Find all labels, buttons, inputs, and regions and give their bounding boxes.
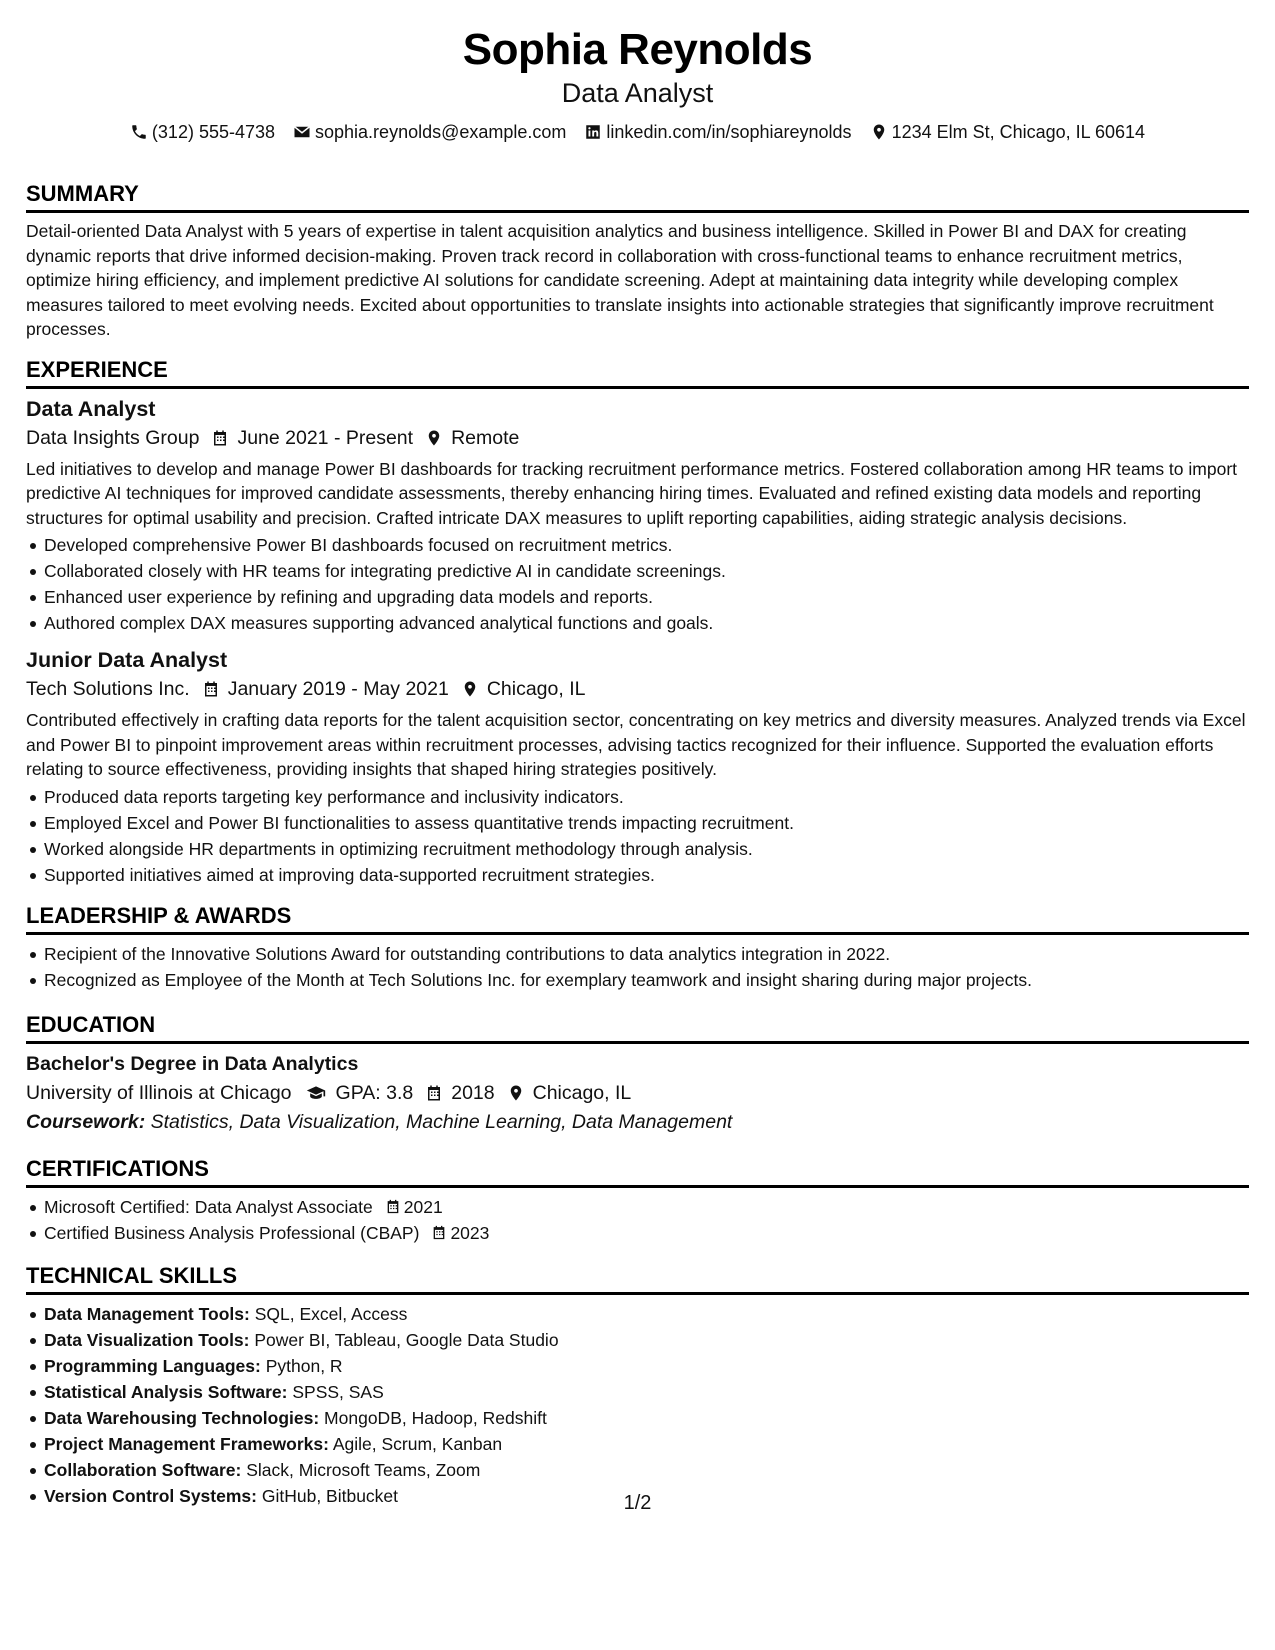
job-meta	[26, 674, 1249, 704]
list-item: Developed comprehensive Power BI dashboards focused on recruitment metrics.	[44, 532, 1249, 558]
list-item	[44, 1327, 1249, 1353]
list-item: Employed Excel and Power BI functionalities to assess quantitative trends impacting recruitment.	[44, 810, 1249, 836]
list-item	[44, 1220, 1249, 1246]
summary-section	[26, 180, 1249, 342]
job-entry	[26, 646, 1249, 888]
job-company: Data Insights Group	[26, 426, 200, 449]
summary-heading: SUMMARY	[26, 180, 1249, 213]
job-description: Led initiatives to develop and manage Power BI dashboards for tracking recruitment performance metrics. Fostered collaboration among HR teams to import predictive AI techniques for improved candidate assessments, thereby enhancing hiring times. Evaluated and refined existing data models and reporting structures for optimal usability and precision. Crafted intricate DAX measures to uplift reporting capabilities, aiding strategic analysis decisions.	[26, 458, 1238, 528]
candidate-title: Data Analyst	[561, 78, 714, 108]
summary-text: Detail-oriented Data Analyst with 5 years of expertise in talent acquisition analytics and business intelligence. Skilled in Power BI and DAX for creating dynamic reports that drive informed decision-making. Proven track record in collaboration with cross-functional teams to enhance recruitment metrics, optimize hiring efficiency, and implement predictive AI solutions for candidate screening. Adept at maintaining data integrity while developing complex measures tailored to meet evolving needs. Excited about opportunities to translate insights into actionable strategies that significantly improve recruitment processes.	[26, 221, 1214, 339]
coursework-label: Coursework:	[26, 1110, 146, 1133]
skill-value: MongoDB, Hadoop, Redshift	[324, 1407, 547, 1428]
graduation-year: 2018	[451, 1081, 495, 1104]
leadership-section	[26, 902, 1249, 993]
resume-header	[26, 0, 1249, 144]
job-dates: June 2021 - Present	[237, 426, 414, 449]
list-item: Supported initiatives aimed at improving data-supported recruitment strategies.	[44, 862, 1249, 888]
list-item: Collaborated closely with HR teams for integrating predictive AI in candidate screenings.	[44, 558, 1249, 584]
skill-label: Data Visualization Tools:	[44, 1329, 250, 1350]
skill-value: GitHub, Bitbucket	[261, 1485, 399, 1506]
leadership-heading: LEADERSHIP & AWARDS	[26, 902, 1249, 935]
list-item: Authored complex DAX measures supporting advanced analytical functions and goals.	[44, 610, 1249, 636]
coursework-list: Statistics, Data Visualization, Machine Learning, Data Management	[150, 1110, 733, 1133]
job-bullets	[26, 532, 1249, 636]
map-pin-icon	[425, 428, 443, 448]
calendar-icon	[431, 1224, 447, 1241]
list-item: Recognized as Employee of the Month at Tech Solutions Inc. for exemplary teamwork and insight sharing during major projects.	[44, 967, 1249, 993]
cert-year: 2021	[403, 1196, 443, 1217]
linkedin-icon	[584, 123, 602, 141]
list-item: Enhanced user experience by refining and upgrading data models and reports.	[44, 584, 1249, 610]
graduation-cap-icon	[304, 1083, 328, 1103]
skill-value: Power BI, Tableau, Google Data Studio	[254, 1329, 559, 1350]
phone-icon	[130, 123, 148, 141]
skill-label: Collaboration Software:	[44, 1459, 242, 1480]
skill-value: SPSS, SAS	[292, 1381, 384, 1402]
phone-text: (312) 555-4738	[151, 122, 276, 142]
envelope-icon	[293, 123, 311, 141]
list-item: Worked alongside HR departments in optimizing recruitment methodology through analysis.	[44, 836, 1249, 862]
contact-address	[870, 120, 1146, 144]
job-title: Data Analyst	[26, 396, 156, 421]
experience-heading: EXPERIENCE	[26, 356, 1249, 389]
contact-email[interactable]	[293, 120, 566, 144]
job-location: Chicago, IL	[486, 678, 586, 700]
address-text: 1234 Elm St, Chicago, IL 60614	[891, 122, 1146, 142]
list-item	[44, 1379, 1249, 1405]
job-dates: January 2019 - May 2021	[227, 678, 449, 700]
calendar-icon	[385, 1198, 401, 1215]
cert-year: 2023	[450, 1222, 490, 1243]
map-pin-icon	[461, 679, 479, 699]
school-name: University of Illinois at Chicago	[26, 1081, 292, 1104]
contact-linkedin[interactable]	[584, 120, 851, 144]
job-meta	[26, 423, 1249, 453]
experience-section	[26, 356, 1249, 888]
skill-label: Data Management Tools:	[44, 1303, 250, 1324]
certifications-section	[26, 1155, 1249, 1246]
gpa-text: GPA: 3.8	[335, 1081, 414, 1104]
list-item	[44, 1194, 1249, 1220]
skill-value: Slack, Microsoft Teams, Zoom	[246, 1459, 481, 1480]
skill-label: Statistical Analysis Software:	[44, 1381, 288, 1402]
list-item	[44, 1353, 1249, 1379]
list-item: Produced data reports targeting key performance and inclusivity indicators.	[44, 784, 1249, 810]
job-title: Junior Data Analyst	[26, 648, 228, 672]
skill-label: Programming Languages:	[44, 1355, 261, 1376]
cert-name: Microsoft Certified: Data Analyst Associate	[44, 1196, 373, 1217]
skill-label: Project Management Frameworks:	[44, 1433, 329, 1454]
skill-value: Agile, Scrum, Kanban	[332, 1433, 503, 1454]
job-entry	[26, 395, 1249, 637]
certifications-heading: CERTIFICATIONS	[26, 1155, 1249, 1188]
job-description: Contributed effectively in crafting data reports for the talent acquisition sector, concentrating on key metrics and diversity measures. Analyzed trends via Excel and Power BI to pinpoint improvement areas within recruitment processes, advising tactics recognized for their influence. Supported the evaluation efforts relating to source effectiveness, providing insights that shaped hiring strategies positively.	[26, 710, 1246, 779]
list-item: Recipient of the Innovative Solutions Award for outstanding contributions to data analytics integration in 2022.	[44, 941, 1249, 967]
calendar-icon	[425, 1083, 443, 1103]
map-pin-icon	[507, 1083, 525, 1103]
skill-label: Data Warehousing Technologies:	[44, 1407, 320, 1428]
list-item	[44, 1301, 1249, 1327]
education-section	[26, 1011, 1249, 1137]
map-pin-icon	[870, 123, 888, 141]
degree-title: Bachelor's Degree in Data Analytics	[26, 1052, 359, 1075]
list-item	[44, 1431, 1249, 1457]
job-location: Remote	[451, 426, 520, 449]
list-item	[44, 1457, 1249, 1483]
leadership-list	[26, 941, 1249, 993]
coursework	[26, 1108, 1249, 1137]
job-company: Tech Solutions Inc.	[26, 678, 190, 700]
calendar-icon	[202, 679, 220, 699]
page-number: 1/2	[623, 1492, 652, 1514]
job-bullets	[26, 784, 1249, 888]
calendar-icon	[211, 428, 229, 448]
skill-value: Python, R	[265, 1355, 343, 1376]
skills-heading: TECHNICAL SKILLS	[26, 1262, 1249, 1295]
list-item	[44, 1405, 1249, 1431]
skills-section	[26, 1262, 1249, 1509]
school-location: Chicago, IL	[532, 1081, 632, 1104]
skill-value: SQL, Excel, Access	[254, 1303, 408, 1324]
candidate-name: Sophia Reynolds	[462, 25, 813, 74]
certifications-list	[26, 1194, 1249, 1246]
email-text: sophia.reynolds@example.com	[315, 122, 567, 142]
skill-label: Version Control Systems:	[44, 1485, 257, 1506]
education-meta	[26, 1078, 1249, 1108]
linkedin-text: linkedin.com/in/sophiareynolds	[606, 122, 852, 142]
education-heading: EDUCATION	[26, 1011, 1249, 1044]
contact-phone[interactable]	[130, 120, 275, 144]
skills-list	[26, 1301, 1249, 1509]
cert-name: Certified Business Analysis Professional (CBAP)	[44, 1222, 420, 1243]
contact-bar	[26, 120, 1249, 144]
